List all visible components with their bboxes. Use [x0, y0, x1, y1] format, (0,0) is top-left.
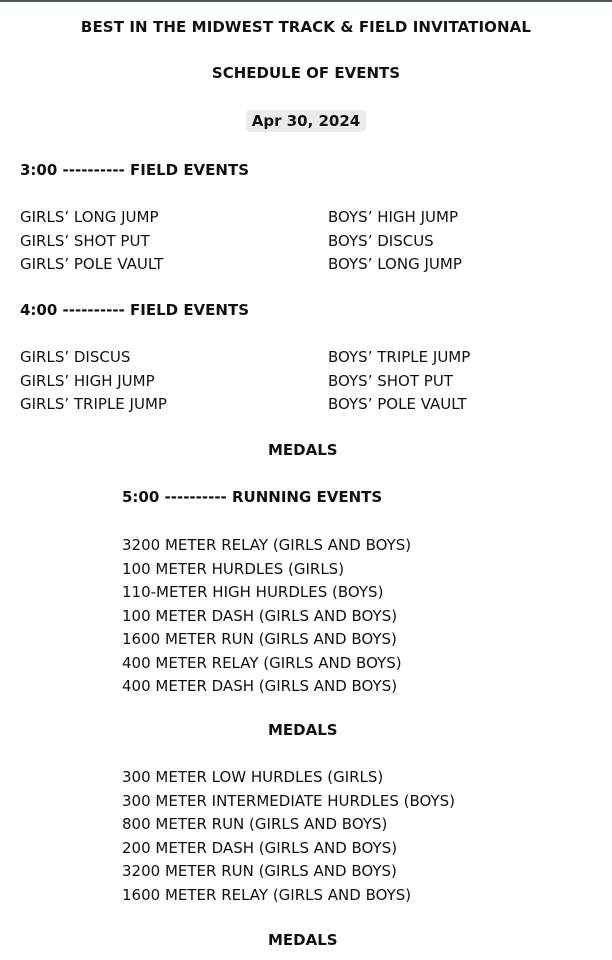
medals-label: MEDALS	[268, 931, 338, 949]
list-item: 1600 METER RUN (GIRLS AND BOYS)	[122, 630, 397, 648]
event-date: Apr 30, 2024	[246, 110, 367, 132]
list-item: 300 METER LOW HURDLES (GIRLS)	[122, 768, 384, 786]
session-heading-4pm: 4:00 ---------- FIELD EVENTS	[20, 301, 250, 319]
list-item: 3200 METER RUN (GIRLS AND BOYS)	[122, 862, 397, 880]
session-heading-3pm: 3:00 ---------- FIELD EVENTS	[20, 161, 250, 179]
list-item: GIRLS’ DISCUS	[20, 348, 131, 366]
list-item: 300 METER INTERMEDIATE HURDLES (BOYS)	[122, 791, 456, 810]
list-item: 1600 METER RELAY (GIRLS AND BOYS)	[122, 885, 412, 904]
list-item: BOYS’ LONG JUMP	[328, 255, 462, 273]
list-item: 110-METER HIGH HURDLES (BOYS)	[122, 583, 384, 601]
document-subtitle: SCHEDULE OF EVENTS	[211, 64, 401, 82]
list-item: BOYS’ HIGH JUMP	[328, 208, 458, 226]
list-item: 100 METER HURDLES (GIRLS)	[122, 559, 345, 578]
top-border	[0, 0, 612, 2]
list-item: GIRLS’ LONG JUMP	[20, 208, 159, 226]
medals-label: MEDALS	[268, 441, 338, 459]
session-3pm-boys-list	[328, 206, 462, 277]
list-item: GIRLS’ POLE VAULT	[20, 255, 164, 273]
list-item: 400 METER RELAY (GIRLS AND BOYS)	[122, 653, 402, 672]
document-title: BEST IN THE MIDWEST TRACK & FIELD INVITATIONAL	[80, 18, 532, 36]
session-4pm-boys-list	[328, 346, 470, 417]
list-item: GIRLS’ TRIPLE JUMP	[20, 395, 167, 413]
list-item: GIRLS’ HIGH JUMP	[20, 371, 155, 390]
date-container	[0, 110, 612, 132]
list-item: 100 METER DASH (GIRLS AND BOYS)	[122, 606, 398, 625]
list-item: BOYS’ TRIPLE JUMP	[328, 348, 471, 366]
list-item: BOYS’ POLE VAULT	[328, 395, 467, 413]
medals-label: MEDALS	[268, 721, 338, 739]
list-item: BOYS’ SHOT PUT	[328, 371, 453, 390]
running-events-list-1	[122, 534, 411, 699]
list-item: 400 METER DASH (GIRLS AND BOYS)	[122, 677, 398, 695]
running-events-list-2	[122, 766, 455, 907]
session-4pm-girls-list	[20, 346, 167, 417]
list-item: BOYS’ DISCUS	[328, 231, 434, 250]
list-item: 3200 METER RELAY (GIRLS AND BOYS)	[122, 536, 412, 554]
list-item: 200 METER DASH (GIRLS AND BOYS)	[122, 838, 398, 857]
list-item: GIRLS’ SHOT PUT	[20, 231, 150, 250]
list-item: 800 METER RUN (GIRLS AND BOYS)	[122, 815, 388, 833]
session-3pm-girls-list	[20, 206, 163, 277]
running-events-heading: 5:00 ---------- RUNNING EVENTS	[122, 488, 383, 506]
